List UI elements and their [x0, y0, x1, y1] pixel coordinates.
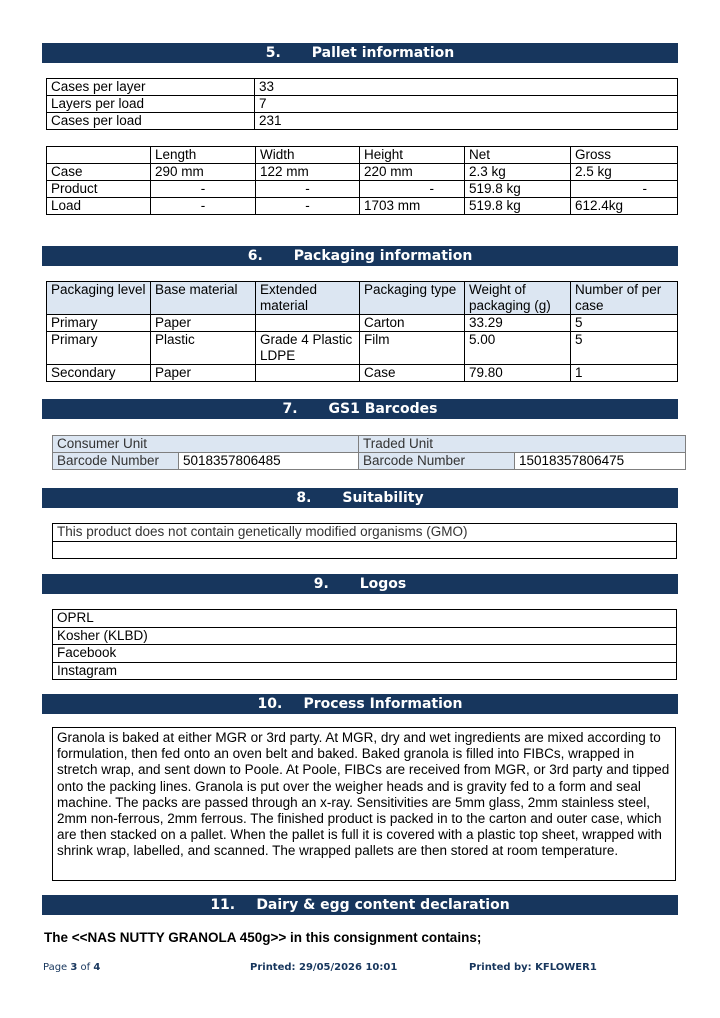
- pallet-label: Cases per layer: [47, 79, 255, 96]
- column-header: Number of per case: [571, 282, 678, 315]
- printed-date: Printed: 29/05/2026 10:01: [250, 962, 398, 973]
- cell: Secondary: [47, 365, 151, 382]
- cell: -: [151, 181, 256, 198]
- table-row: [53, 542, 677, 559]
- cell: 612.4kg: [571, 198, 678, 215]
- consumer-barcode-value: 5018357806485: [179, 453, 359, 470]
- section-header-process-information: 10. Process Information: [42, 694, 678, 714]
- suitability-table: [52, 523, 677, 559]
- table-header-row: [47, 147, 678, 164]
- cell: 5.00: [465, 332, 571, 365]
- cell: Primary: [47, 332, 151, 365]
- traded-barcode-value: 15018357806475: [515, 453, 686, 470]
- cell: 33.29: [465, 315, 571, 332]
- cell: -: [256, 181, 360, 198]
- column-header: Net: [465, 147, 571, 164]
- cell: Paper: [151, 365, 256, 382]
- table-row: [47, 181, 678, 198]
- logo-entry: Instagram: [53, 662, 677, 680]
- cell: 79.80: [465, 365, 571, 382]
- cell: 2.5 kg: [571, 164, 678, 181]
- process-description: Granola is baked at either MGR or 3rd party. At MGR, dry and wet ingredients are mixed according to formulation, then fed onto an oven belt and baked. Baked granola is filled into FIBCs, wrapped in stretch wrap, and sent down to Poole. At Poole, FIBCs are received from MGR, or 3rd party and tipped onto the packing lines. Granola is put over the weigher heads and is gravity fed to a form and seal machine. The packs are passed through an x-ray. Sensitivities are 5mm glass, 2mm stainless steel, 2mm non-ferrous, 2mm ferrous. The finished product is packed in to the carton and outer case, which are then stacked on a pallet. When the pallet is full it is covered with a plastic top sheet, wrapped with shrink wrap, labelled, and scanned. The wrapped pallets are then stored at room temperature.: [52, 727, 676, 881]
- column-header: Extended material: [256, 282, 360, 315]
- barcode-number-label: Barcode Number: [53, 453, 179, 470]
- cell: 1703 mm: [360, 198, 465, 215]
- dairy-declaration-text: The <<NAS NUTTY GRANOLA 450g>> in this consignment contains;: [44, 930, 482, 945]
- table-row: [53, 436, 686, 453]
- pallet-value: 7: [255, 96, 678, 113]
- cell: Paper: [151, 315, 256, 332]
- cell: 122 mm: [256, 164, 360, 181]
- list-item: [53, 645, 677, 663]
- page-number: Page 3 of 4: [43, 962, 101, 973]
- column-header: Packaging type: [360, 282, 465, 315]
- section-header-suitability: 8. Suitability: [42, 488, 678, 508]
- row-label: Case: [47, 164, 151, 181]
- cell: [256, 315, 360, 332]
- barcode-number-label: Barcode Number: [359, 453, 515, 470]
- cell: -: [360, 181, 465, 198]
- gmo-statement: This product does not contain genetically modified organisms (GMO): [53, 524, 677, 542]
- section-header-packaging-information: 6. Packaging information: [42, 246, 678, 266]
- list-item: [53, 627, 677, 645]
- table-row: [47, 315, 678, 332]
- pallet-value: 33: [255, 79, 678, 96]
- cell: 1: [571, 365, 678, 382]
- table-row: [47, 113, 678, 130]
- column-header: [47, 147, 151, 164]
- cell: 2.3 kg: [465, 164, 571, 181]
- pallet-label: Cases per load: [47, 113, 255, 130]
- row-label: Load: [47, 198, 151, 215]
- cell: 220 mm: [360, 164, 465, 181]
- table-row: [53, 453, 686, 470]
- column-header: Length: [151, 147, 256, 164]
- column-header: Width: [256, 147, 360, 164]
- cell: Primary: [47, 315, 151, 332]
- cell: -: [571, 181, 678, 198]
- column-header: Weight of packaging (g): [465, 282, 571, 315]
- empty-row: [53, 542, 677, 559]
- pallet-label: Layers per load: [47, 96, 255, 113]
- cell: 519.8 kg: [465, 198, 571, 215]
- cell: -: [256, 198, 360, 215]
- column-header: Height: [360, 147, 465, 164]
- cell: 290 mm: [151, 164, 256, 181]
- table-row: [47, 96, 678, 113]
- pallet-table: [46, 78, 678, 130]
- table-row: [53, 524, 677, 542]
- printed-by: Printed by: KFLOWER1: [469, 962, 597, 973]
- traded-unit-label: Traded Unit: [359, 436, 686, 453]
- packaging-table: [46, 281, 678, 382]
- dimensions-table: [46, 146, 678, 215]
- list-item: [53, 662, 677, 680]
- row-label: Product: [47, 181, 151, 198]
- cell: 5: [571, 332, 678, 365]
- cell: Film: [360, 332, 465, 365]
- cell: Carton: [360, 315, 465, 332]
- pallet-value: 231: [255, 113, 678, 130]
- cell: -: [151, 198, 256, 215]
- table-row: [47, 332, 678, 365]
- section-header-gs1-barcodes: 7. GS1 Barcodes: [42, 399, 678, 419]
- cell: Plastic: [151, 332, 256, 365]
- consumer-unit-label: Consumer Unit: [53, 436, 359, 453]
- column-header: Packaging level: [47, 282, 151, 315]
- cell: Case: [360, 365, 465, 382]
- logo-entry: Kosher (KLBD): [53, 627, 677, 645]
- table-row: [47, 198, 678, 215]
- cell: 519.8 kg: [465, 181, 571, 198]
- section-header-logos: 9. Logos: [42, 574, 678, 594]
- table-row: [47, 164, 678, 181]
- column-header: Base material: [151, 282, 256, 315]
- logos-table: [52, 609, 677, 680]
- section-header-pallet-information: 5. Pallet information: [42, 43, 678, 63]
- section-header-dairy-egg: 11. Dairy & egg content declaration: [42, 895, 678, 915]
- barcodes-table: [52, 435, 686, 470]
- logo-entry: Facebook: [53, 645, 677, 663]
- cell: 5: [571, 315, 678, 332]
- logo-entry: OPRL: [53, 610, 677, 628]
- table-header-row: [47, 282, 678, 315]
- cell: [256, 365, 360, 382]
- list-item: [53, 610, 677, 628]
- table-row: [47, 79, 678, 96]
- table-row: [47, 365, 678, 382]
- column-header: Gross: [571, 147, 678, 164]
- cell: Grade 4 Plastic LDPE: [256, 332, 360, 365]
